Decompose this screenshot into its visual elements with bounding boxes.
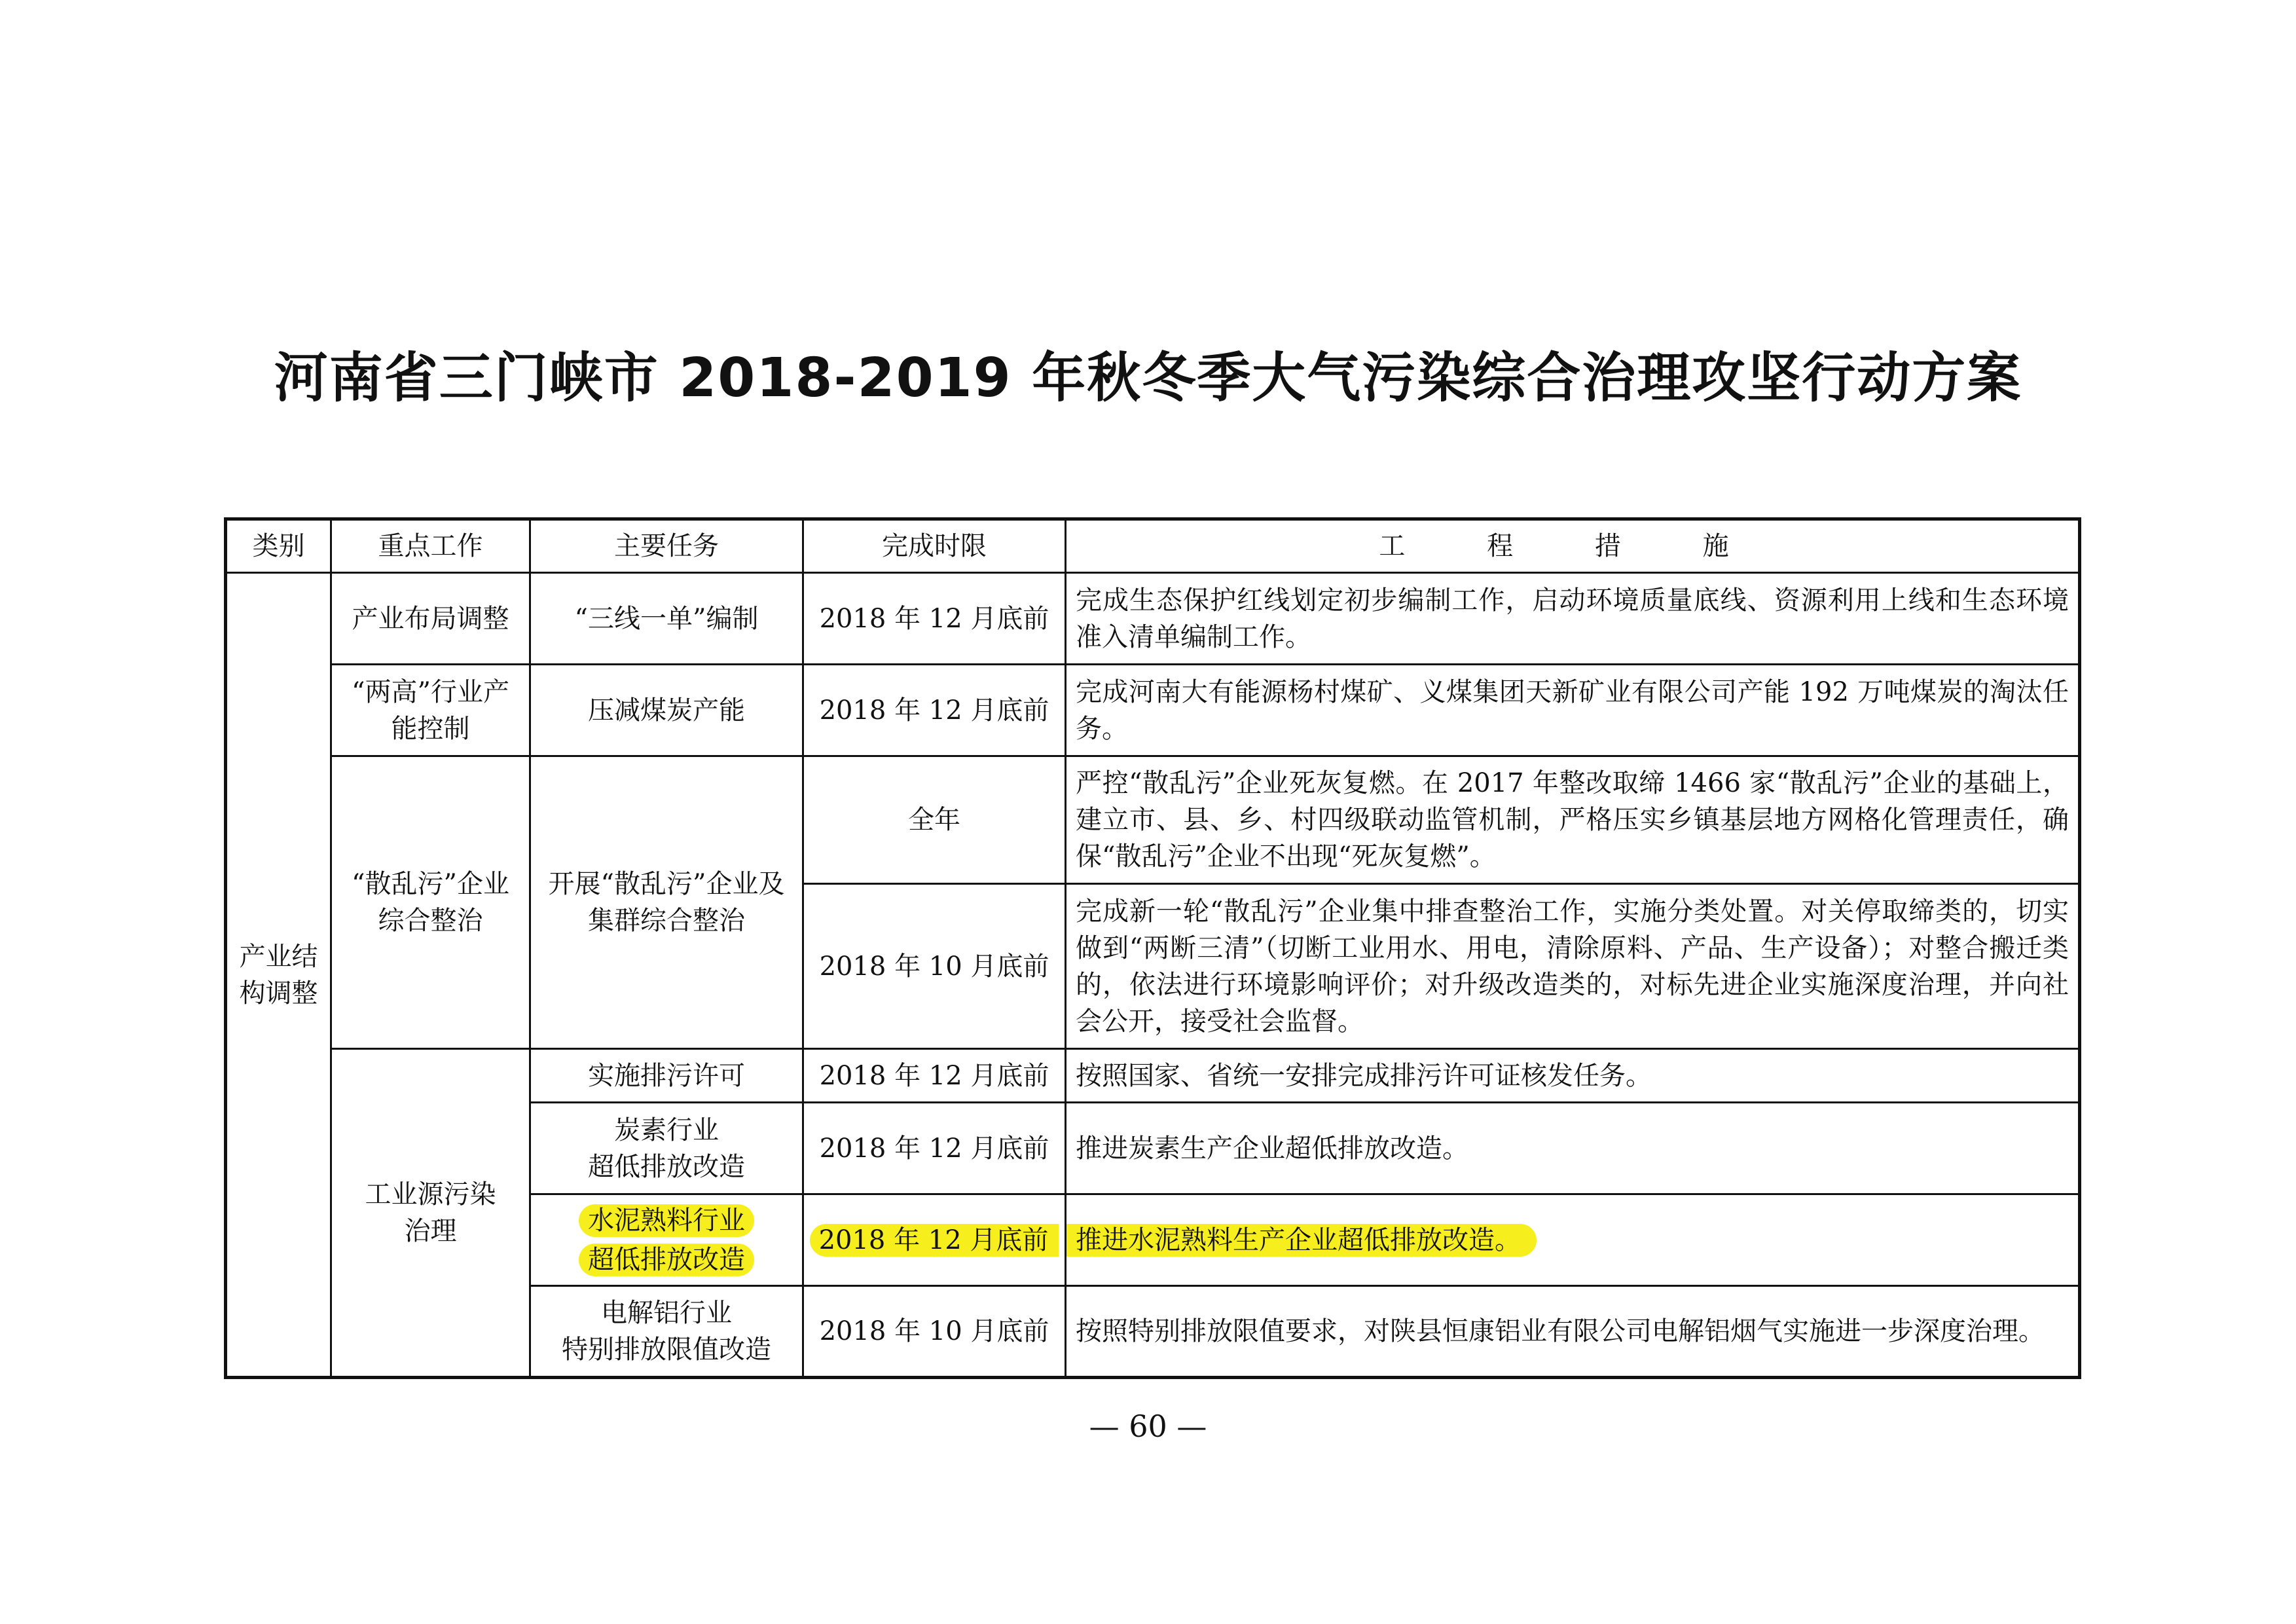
task-cell: 实施排污许可 xyxy=(530,1049,803,1103)
task-cell: 开展“散乱污”企业及集群综合整治 xyxy=(530,756,803,1049)
highlighted-task-line: 超低排放改造 xyxy=(579,1244,754,1276)
header-measures: 工 程 措 施 xyxy=(1066,519,2080,573)
deadline-cell: 2018 年 12 月底前 xyxy=(803,665,1066,756)
deadline-cell: 2018 年 12 月底前 xyxy=(803,1049,1066,1103)
task-cell xyxy=(530,1103,803,1194)
task-cell xyxy=(530,1194,803,1286)
measure-cell: 推进炭素生产企业超低排放改造。 xyxy=(1066,1103,2080,1194)
measure-cell: 完成生态保护红线划定初步编制工作，启动环境质量底线、资源利用上线和生态环境准入清单编制工作。 xyxy=(1066,573,2080,665)
page-title: 河南省三门峡市 2018-2019 年秋冬季大气污染综合治理攻坚行动方案 xyxy=(274,347,2022,409)
measure-cell: 按照特别排放限值要求，对陕县恒康铝业有限公司电解铝烟气实施进一步深度治理。 xyxy=(1066,1286,2080,1378)
key-work-cell: “两高”行业产能控制 xyxy=(331,665,530,756)
measure-cell xyxy=(1066,1194,2080,1286)
deadline-cell: 2018 年 12 月底前 xyxy=(803,573,1066,665)
key-work-cell: 产业布局调整 xyxy=(331,573,530,665)
header-category: 类别 xyxy=(226,519,331,573)
key-work-cell: “散乱污”企业综合整治 xyxy=(331,756,530,1049)
task-cell: “三线一单”编制 xyxy=(530,573,803,665)
header-key-work: 重点工作 xyxy=(331,519,530,573)
table-row xyxy=(226,573,2080,665)
highlighted-deadline: 2018 年 12 月底前 xyxy=(810,1224,1059,1257)
task-line: 炭素行业 xyxy=(614,1115,719,1145)
header-deadline: 完成时限 xyxy=(803,519,1066,573)
measure-cell: 完成新一轮“散乱污”企业集中排查整治工作，实施分类处置。对关停取缔类的，切实做到“两断三清”（切断工业用水、用电，清除原料、产品、生产设备）；对整合搬迁类的，依法进行环境影响评价；对升级改造类的，对标先进企业实施深度治理，并向社会公开，接受社会监督。 xyxy=(1066,884,2080,1049)
task-line: 电解铝行业 xyxy=(601,1298,732,1328)
table-row xyxy=(226,1049,2080,1103)
measure-cell: 完成河南大有能源杨村煤矿、义煤集团天新矿业有限公司产能 192 万吨煤炭的淘汰任务。 xyxy=(1066,665,2080,756)
table-header-row xyxy=(226,519,2080,573)
measure-cell: 严控“散乱污”企业死灰复燃。在 2017 年整改取缔 1466 家“散乱污”企业的基础上，建立市、县、乡、村四级联动监管机制，严格压实乡镇基层地方网格化管理责任，确保“散乱污”企业不出现“死灰复燃”。 xyxy=(1066,756,2080,884)
deadline-cell: 2018 年 12 月底前 xyxy=(803,1103,1066,1194)
task-line: 超低排放改造 xyxy=(588,1151,745,1182)
key-work-cell: 工业源污染治理 xyxy=(331,1049,530,1378)
table-row xyxy=(226,665,2080,756)
deadline-cell: 2018 年 10 月底前 xyxy=(803,1286,1066,1378)
deadline-cell: 全年 xyxy=(803,756,1066,884)
category-cell: 产业结构调整 xyxy=(226,573,331,1378)
header-main-task: 主要任务 xyxy=(530,519,803,573)
task-cell: 压减煤炭产能 xyxy=(530,665,803,756)
deadline-cell xyxy=(803,1194,1066,1286)
highlighted-task-line: 水泥熟料行业 xyxy=(579,1204,754,1237)
deadline-cell: 2018 年 10 月底前 xyxy=(803,884,1066,1049)
task-line: 特别排放限值改造 xyxy=(562,1335,771,1365)
table-row xyxy=(226,756,2080,884)
task-cell xyxy=(530,1286,803,1378)
highlighted-measure: 推进水泥熟料生产企业超低排放改造。 xyxy=(1066,1224,1537,1257)
page-number: — 60 — xyxy=(1089,1409,1207,1444)
measure-cell: 按照国家、省统一安排完成排污许可证核发任务。 xyxy=(1066,1049,2080,1103)
action-plan-table xyxy=(224,517,2081,1379)
